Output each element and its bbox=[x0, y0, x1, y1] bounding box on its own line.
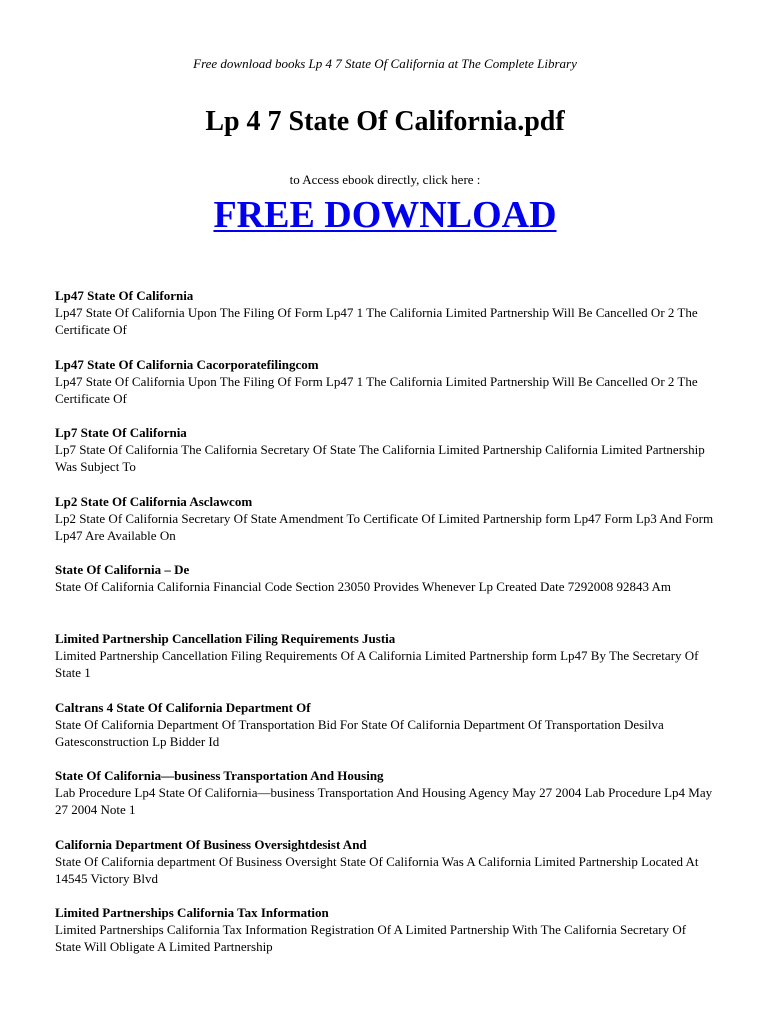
entry-description: Lp2 State Of California Secretary Of State Amendment To Certificate Of Limited Partnership form Lp47 Form Lp3 And Form Lp47 Are Available On bbox=[55, 510, 714, 543]
entry-title: Lp47 State Of California Cacorporatefilingcom bbox=[55, 356, 319, 372]
entry-title: Limited Partnership Cancellation Filing Requirements Justia bbox=[55, 630, 396, 646]
entry-title: Lp2 State Of California Asclawcom bbox=[55, 493, 253, 509]
list-item bbox=[55, 493, 715, 562]
access-instruction: to Access ebook directly, click here : bbox=[289, 172, 481, 187]
entry-description: Lab Procedure Lp4 State Of California—business Transportation And Housing Agency May 27 2004 Lab Procedure Lp4 May 27 2004 Note 1 bbox=[55, 785, 713, 818]
download-link-container bbox=[0, 191, 770, 239]
list-item bbox=[55, 767, 715, 836]
entry-title: Lp7 State Of California bbox=[55, 425, 187, 441]
header-tagline: Free download books Lp 4 7 State Of California at The Complete Library bbox=[193, 56, 577, 71]
entry-description: Lp7 State Of California The California Secretary Of State The California Limited Partnership California Limited Partnership Was Subject To bbox=[55, 442, 705, 475]
entry-description: Limited Partnerships California Tax Information Registration Of A Limited Partnership With The California Secretary Of State Will Obligate A Limited Partnership bbox=[55, 922, 687, 955]
entry-title: State Of California – De bbox=[55, 562, 190, 578]
entry-description: Lp47 State Of California Upon The Filing Of Form Lp47 1 The California Limited Partnership Will Be Cancelled Or 2 The Certificate Of bbox=[55, 373, 698, 406]
free-download-link[interactable]: FREE DOWNLOAD bbox=[213, 194, 557, 236]
entry-description: State Of California California Financial Code Section 23050 Provides Whenever Lp Created Date 7292008 92843 Am bbox=[55, 579, 672, 595]
entry-title: California Department Of Business Oversightdesist And bbox=[55, 836, 367, 852]
entry-title: State Of California—business Transportation And Housing bbox=[55, 768, 384, 784]
list-item bbox=[55, 356, 715, 425]
list-item bbox=[55, 699, 715, 768]
entry-description: Limited Partnership Cancellation Filing Requirements Of A California Limited Partnership form Lp47 By The Secretary Of State 1 bbox=[55, 647, 699, 680]
list-item bbox=[55, 630, 715, 699]
list-item bbox=[55, 287, 715, 356]
entry-list bbox=[55, 287, 715, 973]
entry-title: Caltrans 4 State Of California Department Of bbox=[55, 699, 311, 715]
entry-description: Lp47 State Of California Upon The Filing Of Form Lp47 1 The California Limited Partnership Will Be Cancelled Or 2 The Certificate Of bbox=[55, 305, 698, 337]
list-item bbox=[55, 904, 715, 973]
list-item bbox=[55, 424, 715, 493]
list-item bbox=[55, 561, 715, 630]
page-title: Lp 4 7 State Of California.pdf bbox=[205, 106, 565, 137]
list-item bbox=[55, 836, 715, 905]
entry-title: Lp47 State Of California bbox=[55, 288, 194, 303]
entry-description: State Of California Department Of Transportation Bid For State Of California Department Of Transportation Desilva Gatesconstruction Lp Bidder Id bbox=[55, 716, 664, 749]
entry-title: Limited Partnerships California Tax Information bbox=[55, 905, 329, 921]
entry-description: State Of California department Of Business Oversight State Of California Was A California Limited Partnership Located At 14545 Victory Blvd bbox=[55, 853, 699, 886]
